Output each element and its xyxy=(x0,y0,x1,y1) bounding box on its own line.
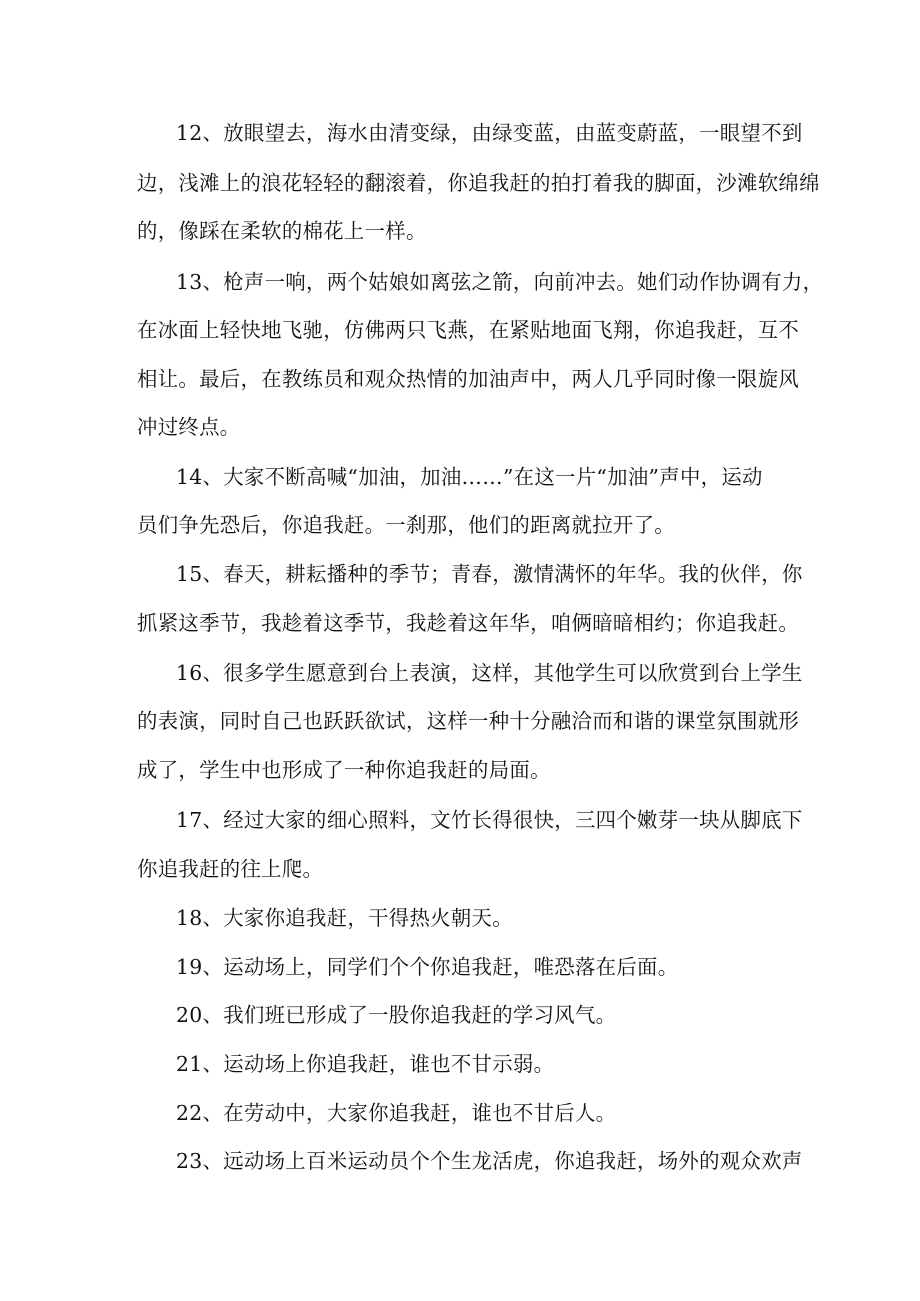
paragraph-16-line-2: 的表演，同时自己也跃跃欲试，这样一种十分融洽而和谐的课堂氛围就形 xyxy=(137,709,800,733)
paragraph-14-line-2: 员们争先恐后，你追我赶。一刹那，他们的距离就拉开了。 xyxy=(137,513,675,537)
paragraph-15-line-2: 抓紧这季节，我趁着这季节，我趁着这年华，咱俩暗暗相约；你追我赶。 xyxy=(137,611,800,635)
paragraph-23-line-1: 23、远动场上百米运动员个个生龙活虎，你追我赶，场外的观众欢声 xyxy=(176,1149,803,1173)
paragraph-13-line-4: 冲过终点。 xyxy=(137,415,241,439)
paragraph-13-line-2: 在冰面上轻快地飞驰，仿佛两只飞燕，在紧贴地面飞翔，你追我赶，互不 xyxy=(137,318,800,342)
paragraph-16-line-3: 成了，学生中也形成了一种你追我赶的局面。 xyxy=(137,758,551,782)
paragraph-17-line-2: 你追我赶的往上爬。 xyxy=(137,857,324,881)
paragraph-12-line-1: 12、放眼望去，海水由清变绿，由绿变蓝，由蓝变蔚蓝，一眼望不到 xyxy=(176,121,803,145)
paragraph-13-line-1: 13、枪声一响，两个姑娘如离弦之箭，向前冲去。她们动作协调有力， xyxy=(176,270,824,294)
paragraph-21-line-1: 21、运动场上你追我赶，谁也不甘示弱。 xyxy=(176,1052,555,1076)
paragraph-17-line-1: 17、经过大家的细心照料，文竹长得很快，三四个嫩芽一块从脚底下 xyxy=(176,808,803,832)
paragraph-16-line-1: 16、很多学生愿意到台上表演，这样，其他学生可以欣赏到台上学生 xyxy=(176,661,803,685)
paragraph-18-line-1: 18、大家你追我赶，干得热火朝天。 xyxy=(176,906,513,930)
paragraph-20-line-1: 20、我们班已形成了一股你追我赶的学习风气。 xyxy=(176,1003,617,1027)
paragraph-14-line-1: 14、大家不断高喊“加油，加油……”在这一片“加油”声中，运动 xyxy=(176,465,763,489)
paragraph-15-line-1: 15、春天，耕耘播种的季节；青春，激情满怀的年华。我的伙伴，你 xyxy=(176,562,803,586)
paragraph-19-line-1: 19、运动场上，同学们个个你追我赶，唯恐落在后面。 xyxy=(176,955,679,979)
paragraph-22-line-1: 22、在劳动中，大家你追我赶，谁也不甘后人。 xyxy=(176,1101,617,1125)
paragraph-12-line-3: 的，像踩在柔软的棉花上一样。 xyxy=(137,219,427,243)
paragraph-12-line-2: 边，浅滩上的浪花轻轻的翻滚着，你追我赶的拍打着我的脚面，沙滩软绵绵 xyxy=(137,171,820,195)
paragraph-13-line-3: 相让。最后，在教练员和观众热情的加油声中，两人几乎同时像一限旋风 xyxy=(137,367,800,391)
